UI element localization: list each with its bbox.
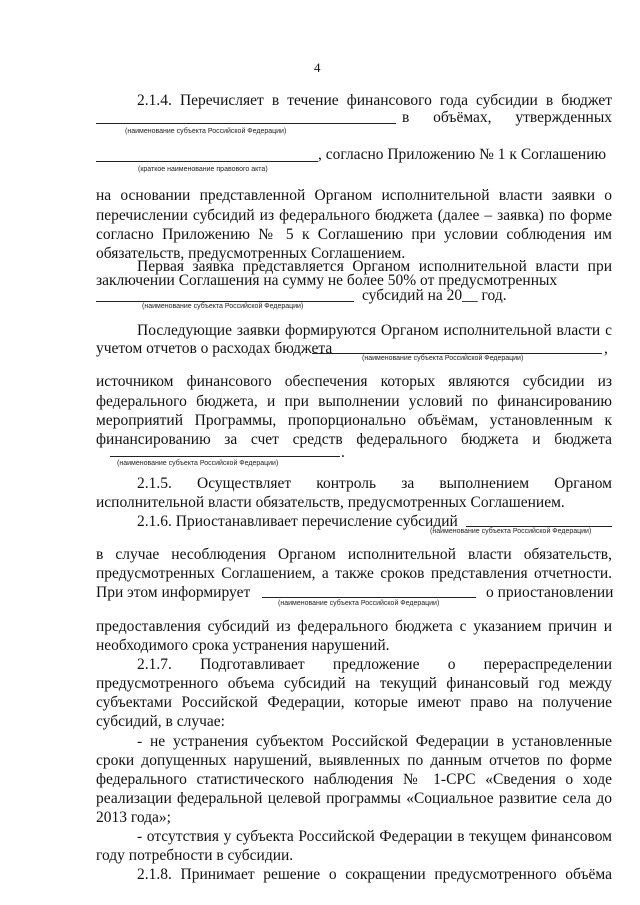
- text-line: субсидий, в случае:: [96, 713, 225, 730]
- text-line: 2013 года»;: [96, 809, 171, 826]
- text-line: ,: [604, 340, 608, 357]
- text-line: в объёмах, утвержденных: [402, 109, 612, 126]
- page-number: 4: [314, 60, 321, 75]
- blank-line: [96, 301, 354, 302]
- text-line: финансированию за счет средств федерального бюджета и бюджета: [96, 431, 612, 448]
- text-line: федерального статистического наблюдения № 1-СРС «Сведения о ходе: [96, 771, 612, 788]
- blank-line: [96, 161, 318, 162]
- text-line: При этом информирует: [96, 584, 251, 601]
- text-line: Последующие заявки формируются Органом исполнительной власти с: [137, 322, 612, 339]
- field-caption: (наименование субъекта Российской Федерации): [125, 128, 287, 135]
- text-line: учетом отчетов о расходах бюджета: [96, 340, 333, 357]
- text-line: субсидий на 20__ год.: [362, 287, 507, 304]
- field-caption: (наименование субъекта Российской Федерации): [117, 460, 279, 467]
- blank-line: [96, 123, 396, 124]
- text-line: 2.1.7. Подготавливает предложение о перераспределении: [137, 656, 612, 673]
- text-line: необходимого срока устранения нарушений.: [96, 637, 390, 654]
- text-line: исполнительной власти обязательств, предусмотренных Соглашением.: [96, 494, 565, 511]
- text-line: предусмотренного объема субсидий на текущий финансовый год между: [96, 675, 612, 692]
- text-line: на основании представленной Органом исполнительной власти заявки о: [96, 187, 612, 204]
- field-caption: (наименование субъекта Российской Федерации): [142, 303, 304, 310]
- text-line: 2.1.8. Принимает решение о сокращении предусмотренного объёма: [137, 866, 612, 883]
- text-line: , согласно Приложению № 1 к Соглашению: [318, 146, 607, 163]
- text-line: согласно Приложению № 5 к Соглашению при условии соблюдения им: [96, 226, 612, 243]
- text-line: мероприятий Программы, пропорционально объёмам, установленным к: [96, 412, 612, 429]
- text-line: в случае несоблюдения Органом исполнительной власти обязательств,: [96, 546, 612, 563]
- text-line: источником финансового обеспечения которых являются субсидии из: [96, 373, 612, 390]
- text-line: 2.1.4. Перечисляет в течение финансового года субсидии в бюджет: [137, 92, 612, 109]
- text-line: 2.1.6. Приостанавливает перечисление субсидий: [137, 513, 458, 530]
- text-line: - отсутствия у субъекта Российской Федерации в текущем финансовом: [137, 828, 612, 845]
- text-line: Первая заявка представляется Органом исполнительной власти при: [137, 258, 612, 275]
- text-line: сроки допущенных нарушений, выявленных по данным отчетов по форме: [96, 752, 612, 769]
- blank-line: [312, 353, 602, 354]
- blank-line: [262, 597, 476, 598]
- text-line: заключении Соглашения на сумму не более 50% от предусмотренных: [96, 272, 558, 289]
- text-line: федерального бюджета, и при выполнении условий по финансированию: [96, 393, 612, 410]
- text-line: о приостановлении: [486, 584, 614, 601]
- text-line: .: [341, 444, 345, 461]
- field-caption: (наименование субъекта Российской Федерации): [362, 355, 524, 362]
- text-line: перечислении субсидий из федерального бюджета (далее – заявка) по форме: [96, 207, 612, 224]
- blank-line: [110, 456, 340, 457]
- field-caption: (наименование субъекта Российской Федерации): [278, 600, 440, 607]
- text-line: обязательств, предусмотренных Соглашением.: [96, 245, 406, 262]
- text-line: - не устранения субъектом Российской Федерации в установленные: [137, 733, 612, 750]
- text-line: году потребности в субсидии.: [96, 847, 294, 864]
- text-line: предусмотренных Соглашением, а также сроков представления отчетности.: [96, 565, 612, 582]
- text-line: реализации федеральной целевой программы «Социальное развитие села до: [96, 790, 612, 807]
- text-line: предоставления субсидий из федерального бюджета с указанием причин и: [96, 618, 612, 635]
- blank-line: [466, 526, 612, 527]
- field-caption: (краткое наименование правового акта): [138, 166, 268, 173]
- field-caption: (наименование субъекта Российской Федерации): [430, 528, 592, 535]
- text-line: субъектами Российской Федерации, которые имеют право на получение: [96, 694, 612, 711]
- text-line: 2.1.5. Осуществляет контроль за выполнением Органом: [137, 475, 612, 492]
